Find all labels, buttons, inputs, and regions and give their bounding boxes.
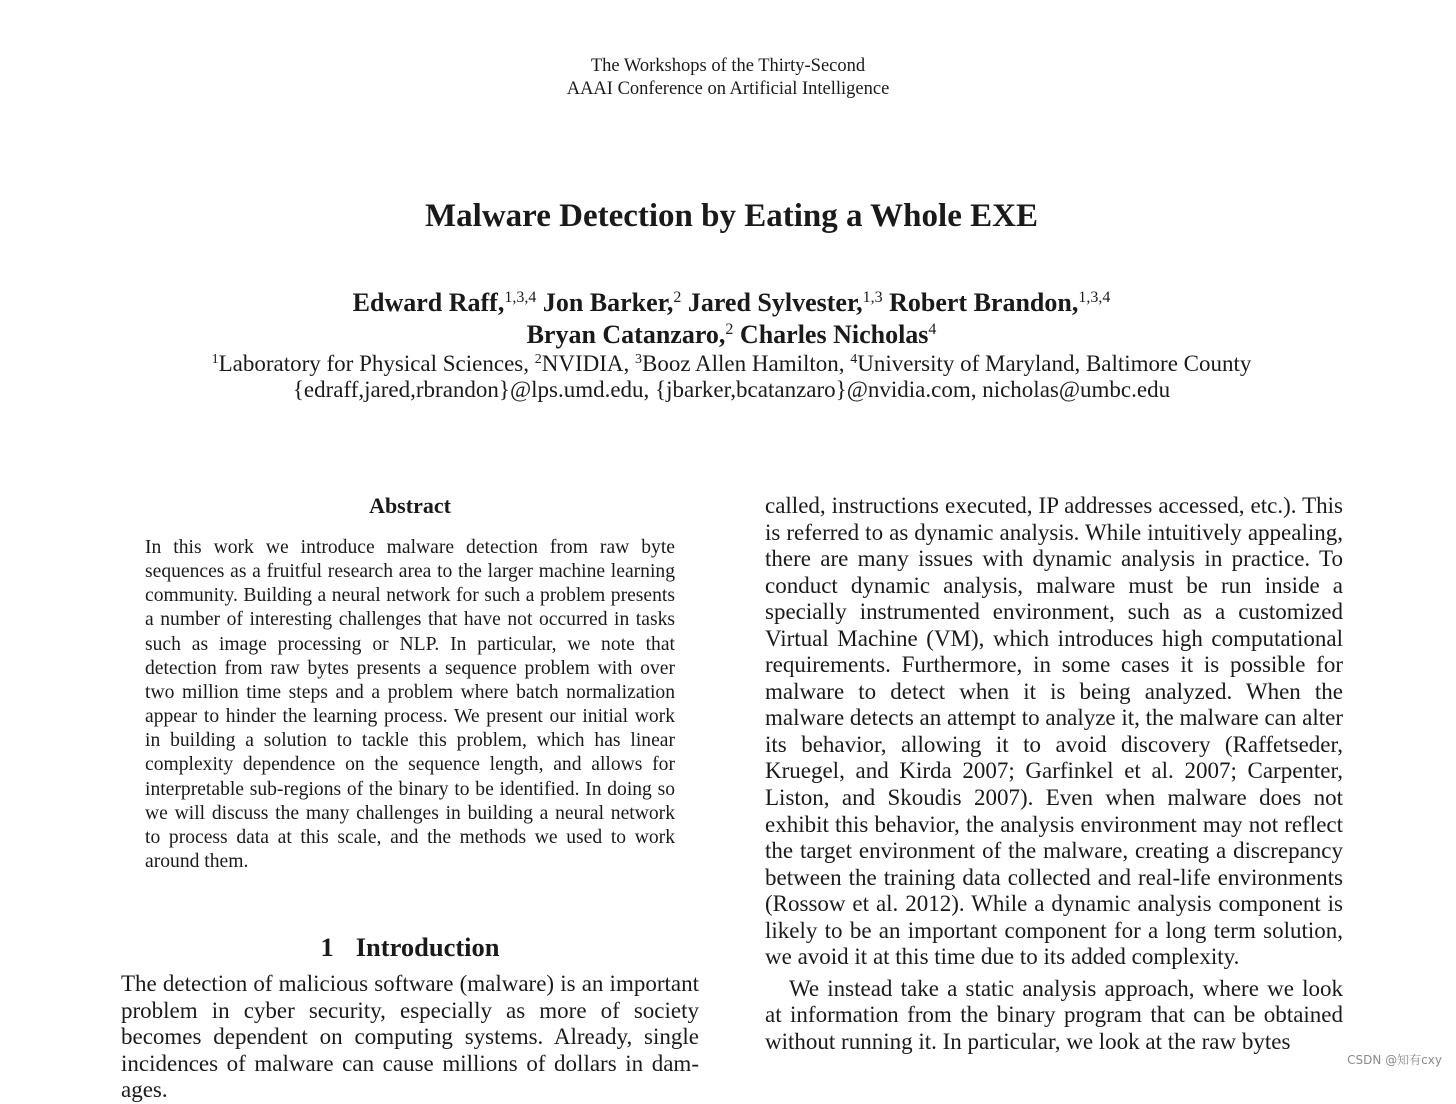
author-name: Bryan Catanzaro, — [526, 320, 726, 349]
paragraph-continued: called, instructions executed, IP addresses accessed, etc.). This is referred to as dynamic analysis. While intuitively appealing, there are many issues with dynamic analysis in practice. To conduct dynamic analysis, malware must be run inside a specially instrumented environment, such as a customized Virtual Machine (VM), which introduces high computational requirements. Furthermore, in some cases it is possible for malware to detect when it is being analyzed. When the malware detects an attempt to analyze it, the malware can alter its behavior, allowing it to avoid discovery (Raffetseder, Kruegel, and Kirda 2007; Garfinkel et al. 2007; Carpenter, Liston, and Skoudis 2007). Even when malware does not exhibit this behavior, the analysis environment may not reflect the target environment of the malware, creating a discrepancy between the training data collected and real-life environments (Rossow et al. 2012). While a dynamic analysis component is likely to be an important component for a long term solution, we avoid it at this time due to its added complexity. — [765, 493, 1343, 970]
watermark: CSDN @知有cxy — [1347, 1053, 1442, 1067]
section-title: Introduction — [355, 932, 500, 962]
author-name: Charles Nicholas — [739, 320, 929, 349]
author-affiliation: 1,3 — [862, 289, 883, 306]
introduction-text: The detection of malicious software (malware) is an important problem in cyber security, especially as more of society becomes dependent on computing systems. Already, single incidences of malware can cause millions of dollars in damages. — [121, 971, 699, 1102]
author-name: Robert Brandon, — [889, 288, 1079, 317]
section-number: 1 — [320, 932, 334, 962]
abstract-text: In this work we introduce malware detection from raw byte sequences as a fruitful research area to the larger machine learning community. Building a neural network for such a problem presents a number of interesting challenges that have not occurred in tasks such as image processing or NLP. In particular, we note that detection from raw bytes presents a sequence problem with over two million time steps and a problem where batch normalization appear to hinder the learning process. We present our initial work in building a solution to tackle this problem, which has linear complexity dependence on the sequence length, and allows for interpretable sub-regions of the binary to be identified. In doing so we will discuss the many challenges in building a neural network to process data at this scale, and the methods we used to work around them. — [145, 537, 675, 873]
affiliations — [0, 351, 1456, 403]
section-heading — [120, 932, 700, 963]
author-name: Edward Raff, — [352, 288, 505, 317]
right-column — [765, 493, 1343, 1055]
venue-header — [0, 55, 1456, 101]
author-affiliation: 4 — [928, 321, 937, 338]
author-affiliation: 2 — [725, 321, 734, 338]
author-line-1 — [0, 287, 1456, 319]
author-emails: {edraff,jared,rbrandon}@lps.umd.edu, {jbarker,bcatanzaro}@nvidia.com, nicholas@umbc.edu — [292, 377, 1171, 402]
author-affiliation: 1,3,4 — [1078, 289, 1111, 306]
abstract-heading: Abstract — [369, 493, 451, 518]
author-name: Jon Barker, — [542, 288, 674, 317]
paragraph: We instead take a static analysis approach, where we look at information from the binary program that can be obtained without running it. In particular, we look at the raw bytes — [765, 975, 1343, 1054]
venue-line-2: AAAI Conference on Artificial Intelligence — [566, 79, 890, 99]
author-name: Jared Sylvester, — [687, 288, 863, 317]
affiliation-line: $^1$Laboratory for Physical Sciences, $^2$NVIDIA, $^3$Booz Allen Hamilton, $^4$University of Maryland, Baltimore County — [211, 351, 1252, 376]
venue-line-1: The Workshops of the Thirty-Second — [590, 56, 866, 76]
paper-title: Malware Detection by Eating a Whole EXE — [425, 198, 1038, 234]
author-line-2 — [0, 319, 1456, 351]
author-list — [0, 287, 1456, 351]
author-affiliation: 1,3,4 — [504, 289, 537, 306]
author-affiliation: 2 — [673, 289, 682, 306]
